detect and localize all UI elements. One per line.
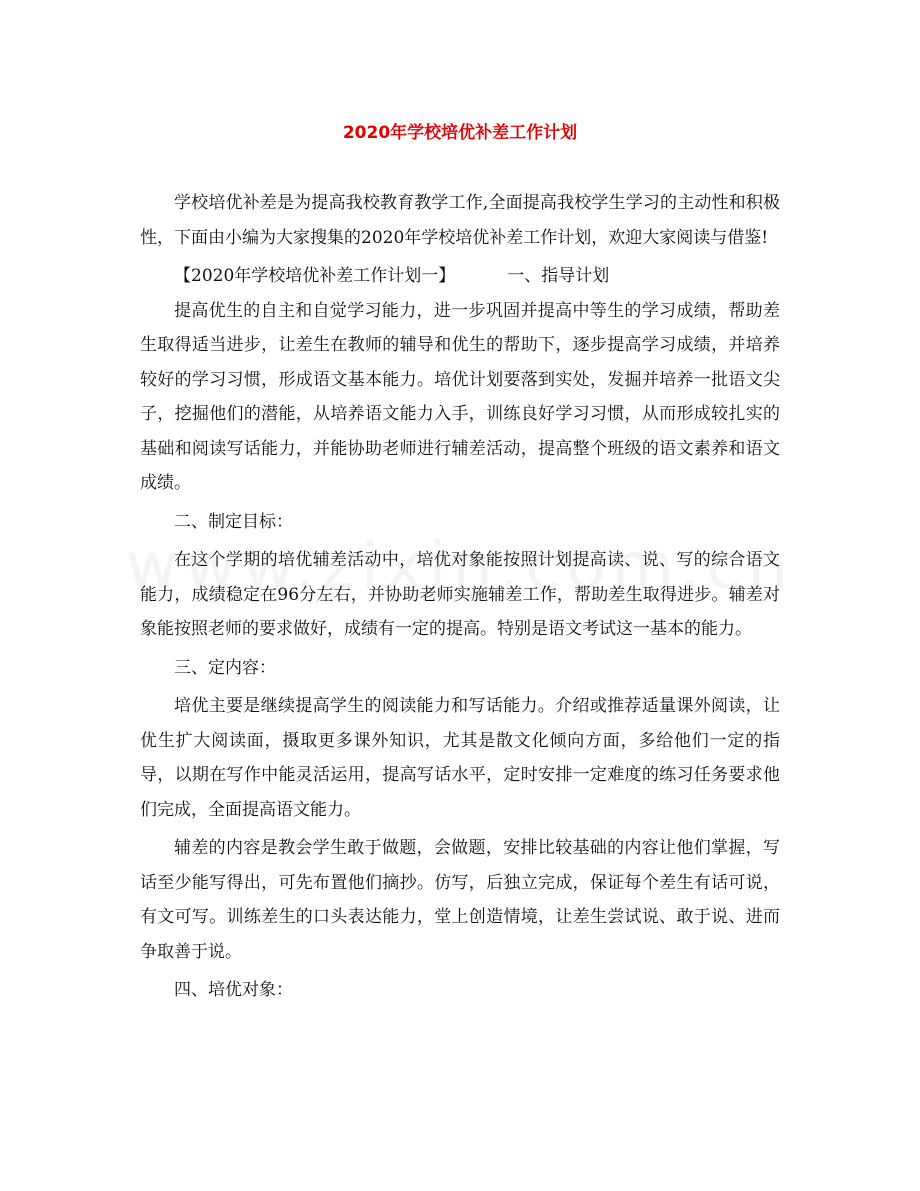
plan-label: 【2020年学校培优补差工作计划一】 — [174, 266, 456, 286]
section1-paragraph: 提高优生的自主和自觉学习能力，进一步巩固并提高中等生的学习成绩，帮助差生取得适当进步，让差生在教师的辅导和优生的帮助下，逐步提高学习成绩，并培养较好的学习习惯，形成语文基本能力。培优计划要落到实处，发掘并培养一批语文尖子，挖掘他们的潜能，从培养语文能力入手，训练良好学习习惯，从而形成较扎实的基础和阅读写话能力，并能协助老师进行辅差活动，提高整个班级的语文素养和语文成绩。 — [140, 300, 780, 493]
section2-paragraph: 在这个学期的培优辅差活动中，培优对象能按照计划提高读、说、写的综合语文能力，成绩稳定在96分左右，并协助老师实施辅差工作，帮助差生取得进步。辅差对象能按照老师的要求做好，成绩有一定的提高。特别是语文考试这一基本的能力。 — [140, 550, 780, 639]
section2-heading: 二、制定目标： — [174, 511, 293, 532]
section3-paragraph-2: 辅差的内容是教会学生敢于做题，会做题，安排比较基础的内容让他们掌握，写话至少能写得出，可先布置他们摘抄。仿写，后独立完成，保证每个差生有话可说，有文可写。训练差生的口头表达能力，堂上创造情境，让差生尝试说、敢于说、进而争取善于说。 — [140, 838, 780, 962]
section4-heading: 四、培优对象： — [174, 980, 293, 1000]
section1-heading: 一、指导计划 — [507, 266, 610, 286]
document-body — [140, 186, 780, 1012]
document-title: 2020年学校培优补差工作计划 — [342, 123, 578, 143]
section3-heading: 三、定内容： — [174, 657, 276, 678]
plan-heading-line — [140, 259, 780, 294]
intro-paragraph: 学校培优补差是为提高我校教育教学工作,全面提高我校学生学习的主动性和积极性，下面由小编为大家搜集的2020年学校培优补差工作计划，欢迎大家阅读与借鉴! — [140, 193, 780, 248]
section3-paragraph-1: 培优主要是继续提高学生的阅读能力和写话能力。介绍或推荐适量课外阅读，让优生扩大阅读面，摄取更多课外知识，尤其是散文化倾向方面，多给他们一定的指导，以期在写作中能灵活运用，提高写话水平，定时安排一定难度的练习任务要求他们完成，全面提高语文能力。 — [140, 696, 780, 820]
